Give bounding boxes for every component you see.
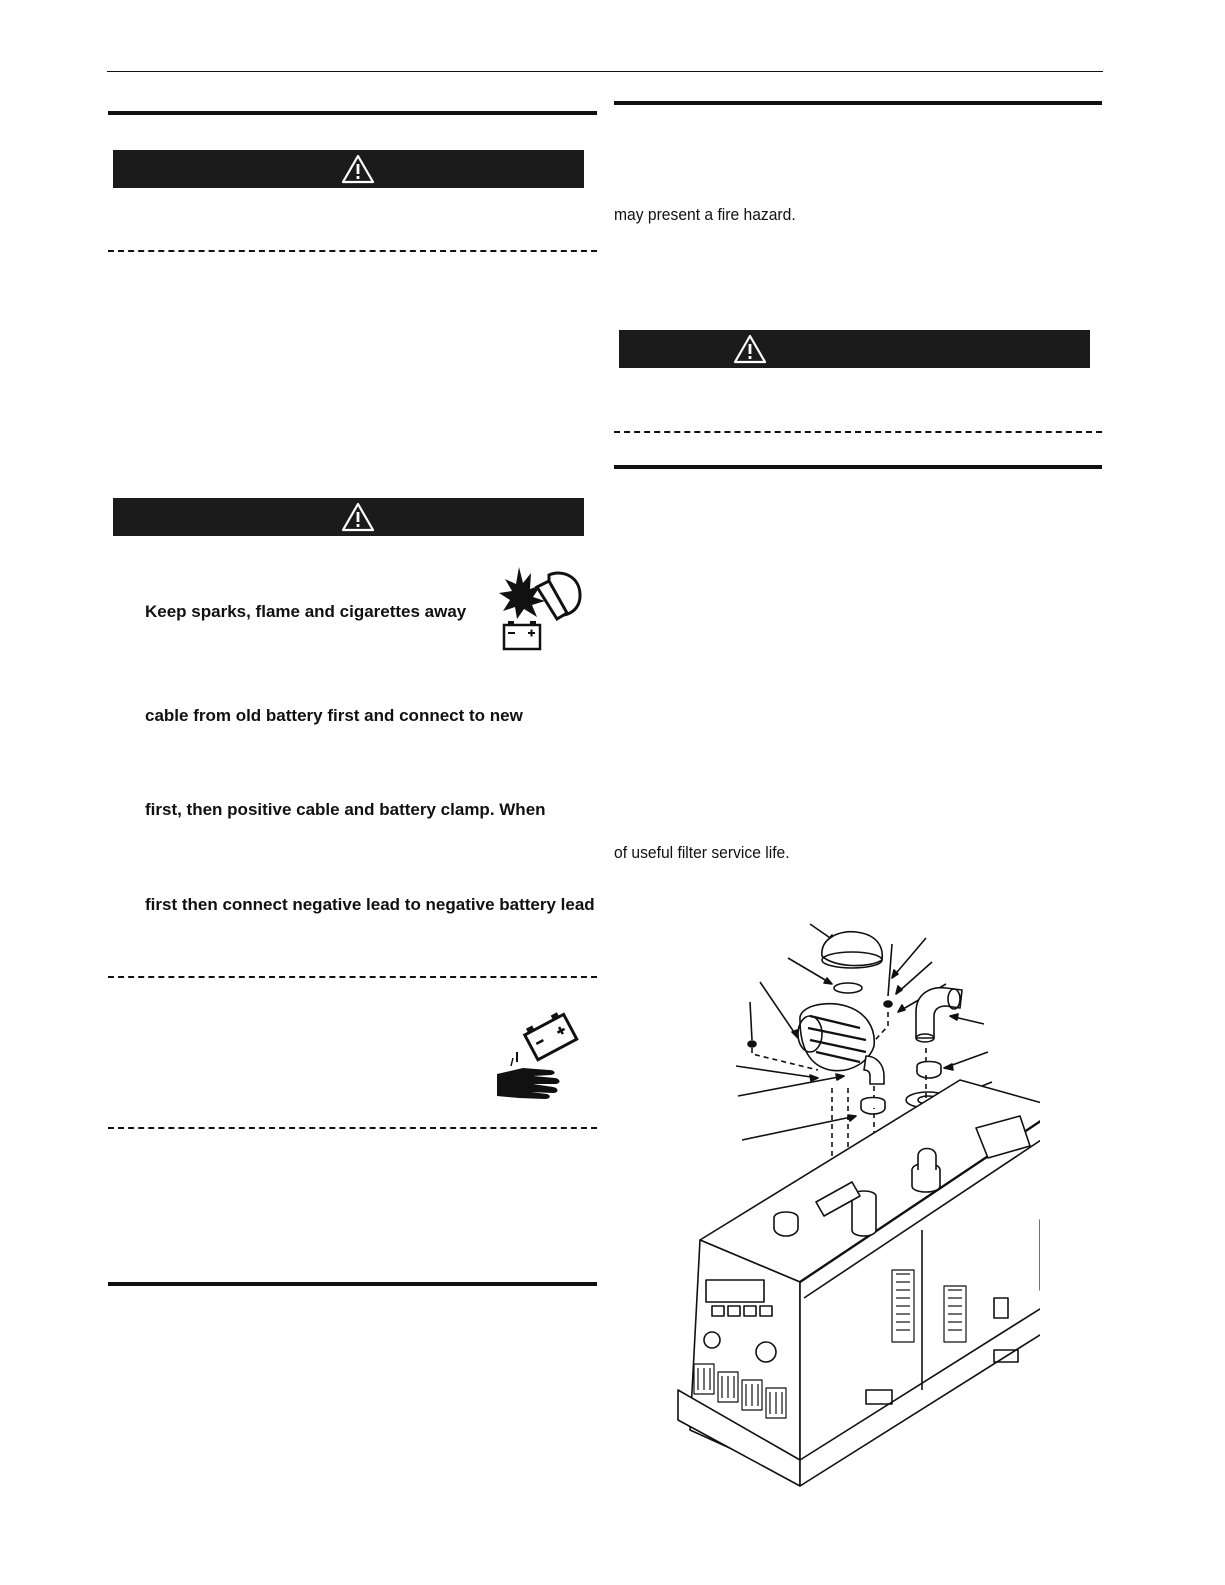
divider [108,1127,597,1129]
right-section-rule [614,101,1102,105]
warning-banner [619,330,1090,368]
battery-warning-line: first then connect negative lead to negative battery lead [145,895,595,914]
divider [108,250,597,252]
warning-banner [113,150,584,188]
divider [108,976,597,978]
battery-warning-banner [113,498,584,536]
battery-explosion-icon [497,567,583,653]
battery-warning-line: first, then positive cable and battery clamp. When [145,800,546,819]
header-rule [107,71,1103,72]
battery-warning-line: Keep sparks, flame and cigarettes away [145,602,467,621]
fire-hazard-text: may present a fire hazard. [614,205,796,224]
battery-acid-icon [493,1008,585,1100]
battery-warning-line: cable from old battery first and connect to new [145,706,523,725]
left-section-rule [108,111,597,115]
warning-triangle-icon [341,154,375,184]
warning-triangle-icon [341,502,375,532]
divider [614,431,1102,433]
warning-triangle-icon [733,334,767,364]
air-cleaner-exploded-illustration [670,920,1040,1490]
left-section-rule [108,1282,597,1286]
right-section-rule [614,465,1102,469]
filter-life-text: of useful filter service life. [614,843,790,862]
